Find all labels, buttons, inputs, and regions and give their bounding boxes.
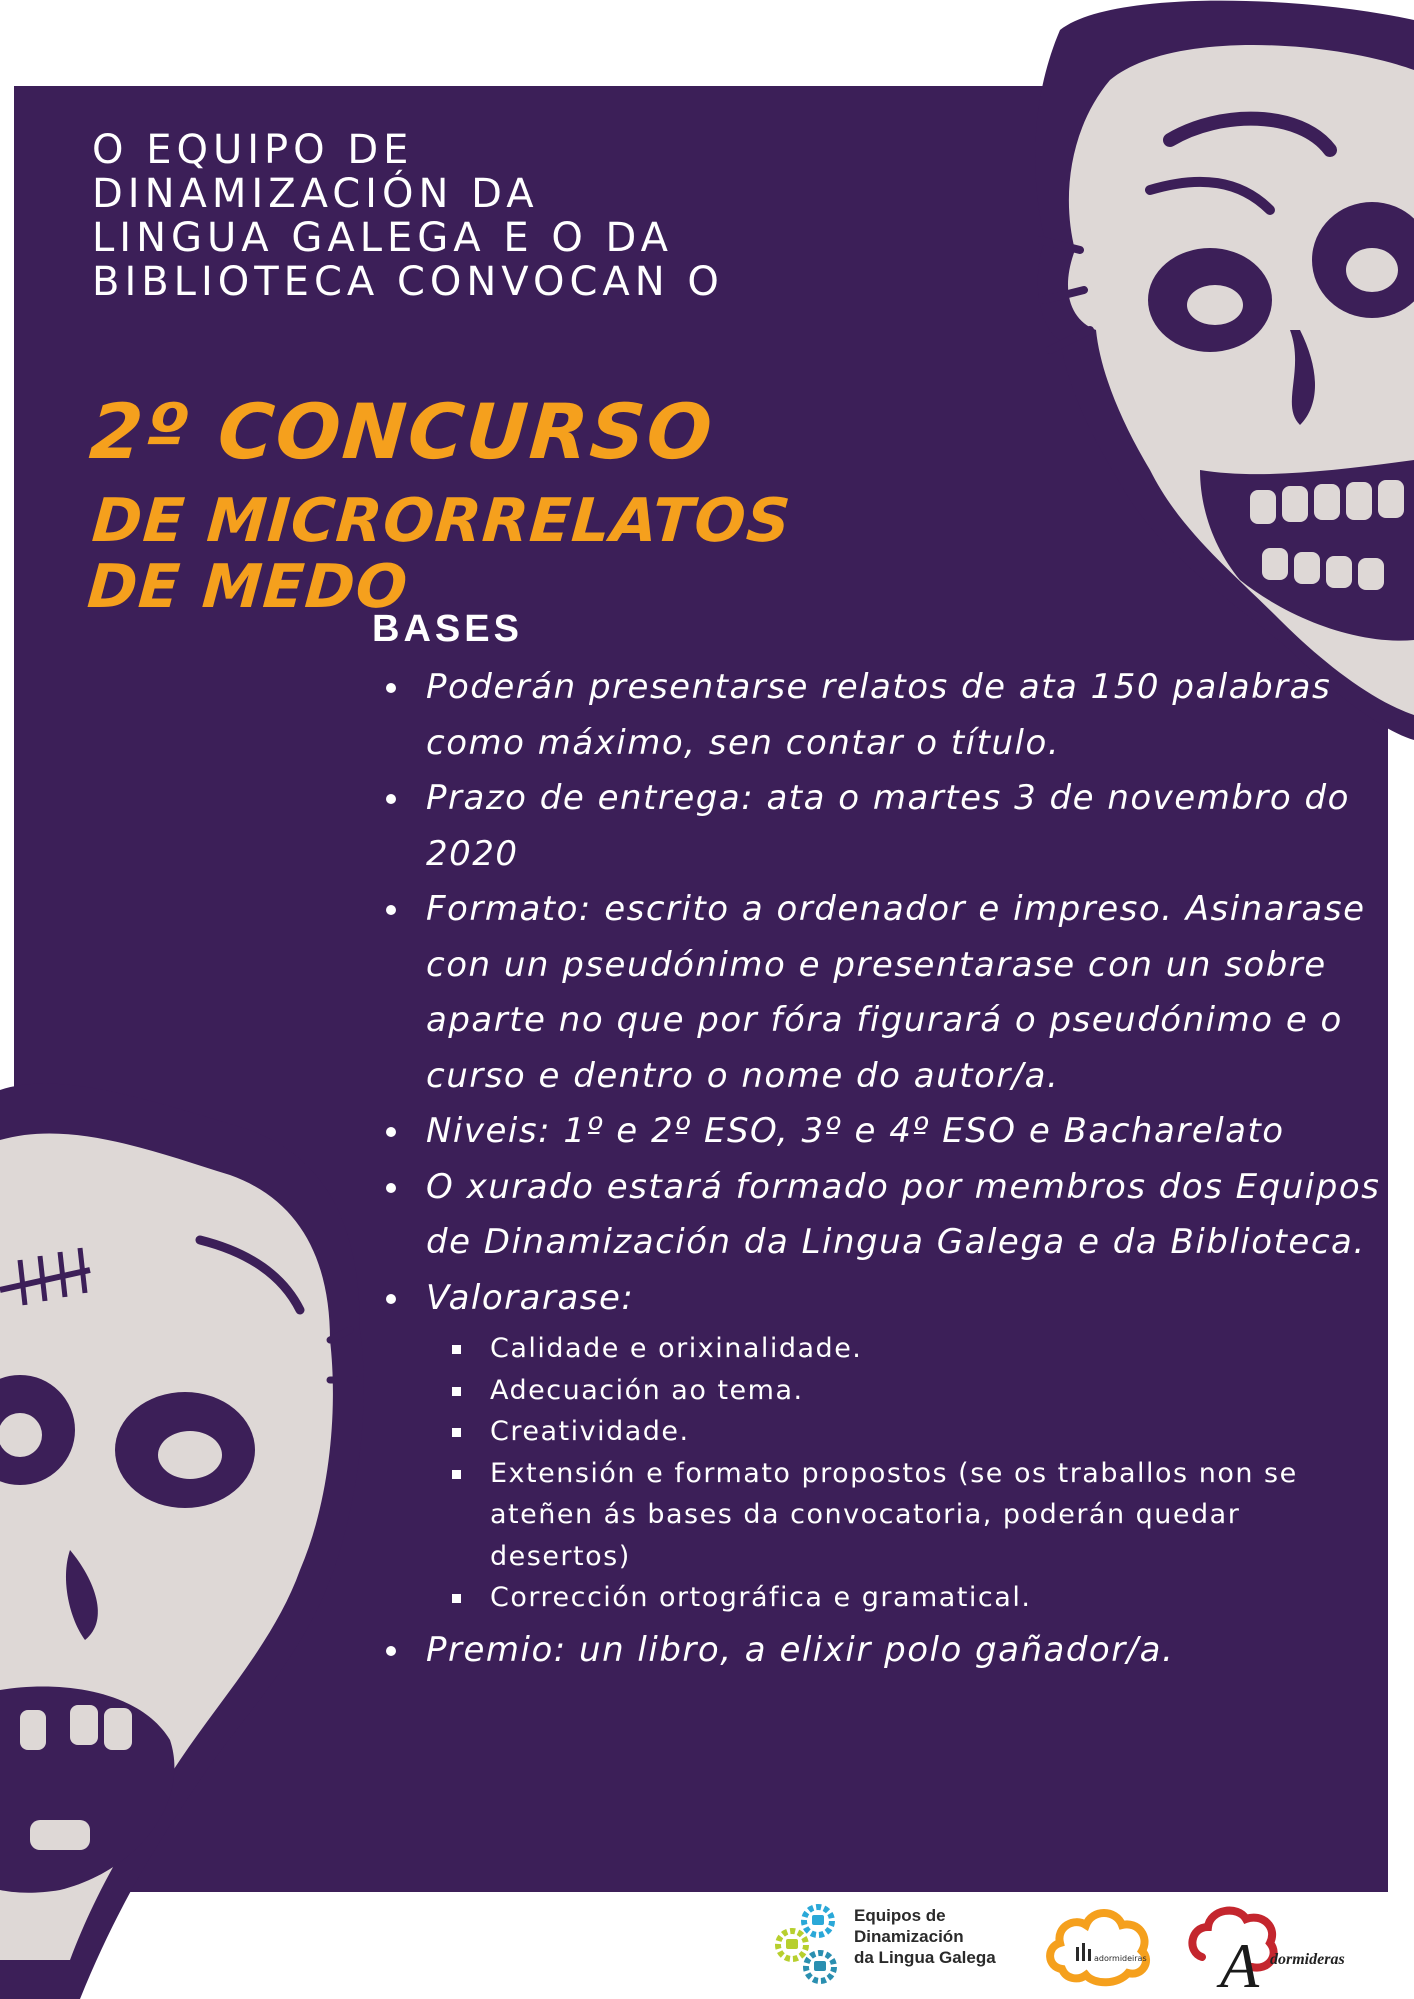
a-logo-word: dormideras: [1270, 1951, 1345, 1968]
contest-subtitle: DE MICRORRELATOS DE MEDO: [85, 486, 794, 622]
valoracion-list: [448, 1326, 1386, 1623]
gears-logo-icon: [770, 1903, 850, 1989]
base-item-prize: Premio: un libro, a elixir polo gañador/a.: [426, 1623, 1386, 1679]
valoracion-label: Valorarase:: [426, 1277, 635, 1318]
bases-list: [384, 660, 1386, 1678]
a-logo-letter: A: [1220, 1930, 1260, 1993]
valoracion-item: Extensión e formato propostos (se os traballos non se ateñen ás bases da convocatoria, poderán quedar desertos): [490, 1453, 1386, 1578]
valoracion-item: Adecuación ao tema.: [490, 1370, 1386, 1412]
intro-text: O EQUIPO DE DINAMIZACIÓN DA LINGUA GALEGA E O DA BIBLIOTECA CONVOCAN O: [92, 127, 724, 305]
edlg-line: da Lingua Galega: [854, 1948, 996, 1967]
zombie-illustration: [0, 1080, 380, 1999]
base-item-deadline: Prazo de entrega: ata o martes 3 de novembro do 2020: [426, 771, 1386, 882]
cloud-logo-text: adormideiras: [1094, 1954, 1147, 1963]
cloud-logo-icon: [1042, 1899, 1152, 1989]
edlg-line: Dinamización: [854, 1927, 964, 1946]
base-item-jury: O xurado estará formado por membros dos Equipos de Dinamización da Lingua Galega e da Biblioteca.: [426, 1160, 1386, 1271]
valoracion-item: Creatividade.: [490, 1411, 1386, 1453]
contest-title: 2º CONCURSO: [86, 387, 717, 476]
adormideras-logo: [1182, 1897, 1397, 1993]
base-item-format: Formato: escrito a ordenador e impreso. Asinarase con un pseudónimo e presentarase con un sobre aparte no que por fóra figurará o pseudónimo e o curso e dentro o nome do autor/a.: [426, 882, 1386, 1104]
base-item-valoracion: [426, 1271, 1386, 1623]
skull-illustration: [1000, 0, 1414, 740]
edlg-line: Equipos de: [854, 1906, 946, 1925]
bases-heading: BASES: [372, 608, 523, 650]
edlg-logo: [770, 1903, 1030, 1993]
a-logo-icon: [1182, 1897, 1282, 1993]
sponsor-logos: [770, 1895, 1410, 1995]
valoracion-item: Corrección ortográfica e gramatical.: [490, 1577, 1386, 1619]
valoracion-item: Calidade e orixinalidade.: [490, 1328, 1386, 1370]
base-item-length: Poderán presentarse relatos de ata 150 palabras como máximo, sen contar o título.: [426, 660, 1386, 771]
base-item-levels: Niveis: 1º e 2º ESO, 3º e 4º ESO e Bacharelato: [426, 1104, 1386, 1160]
